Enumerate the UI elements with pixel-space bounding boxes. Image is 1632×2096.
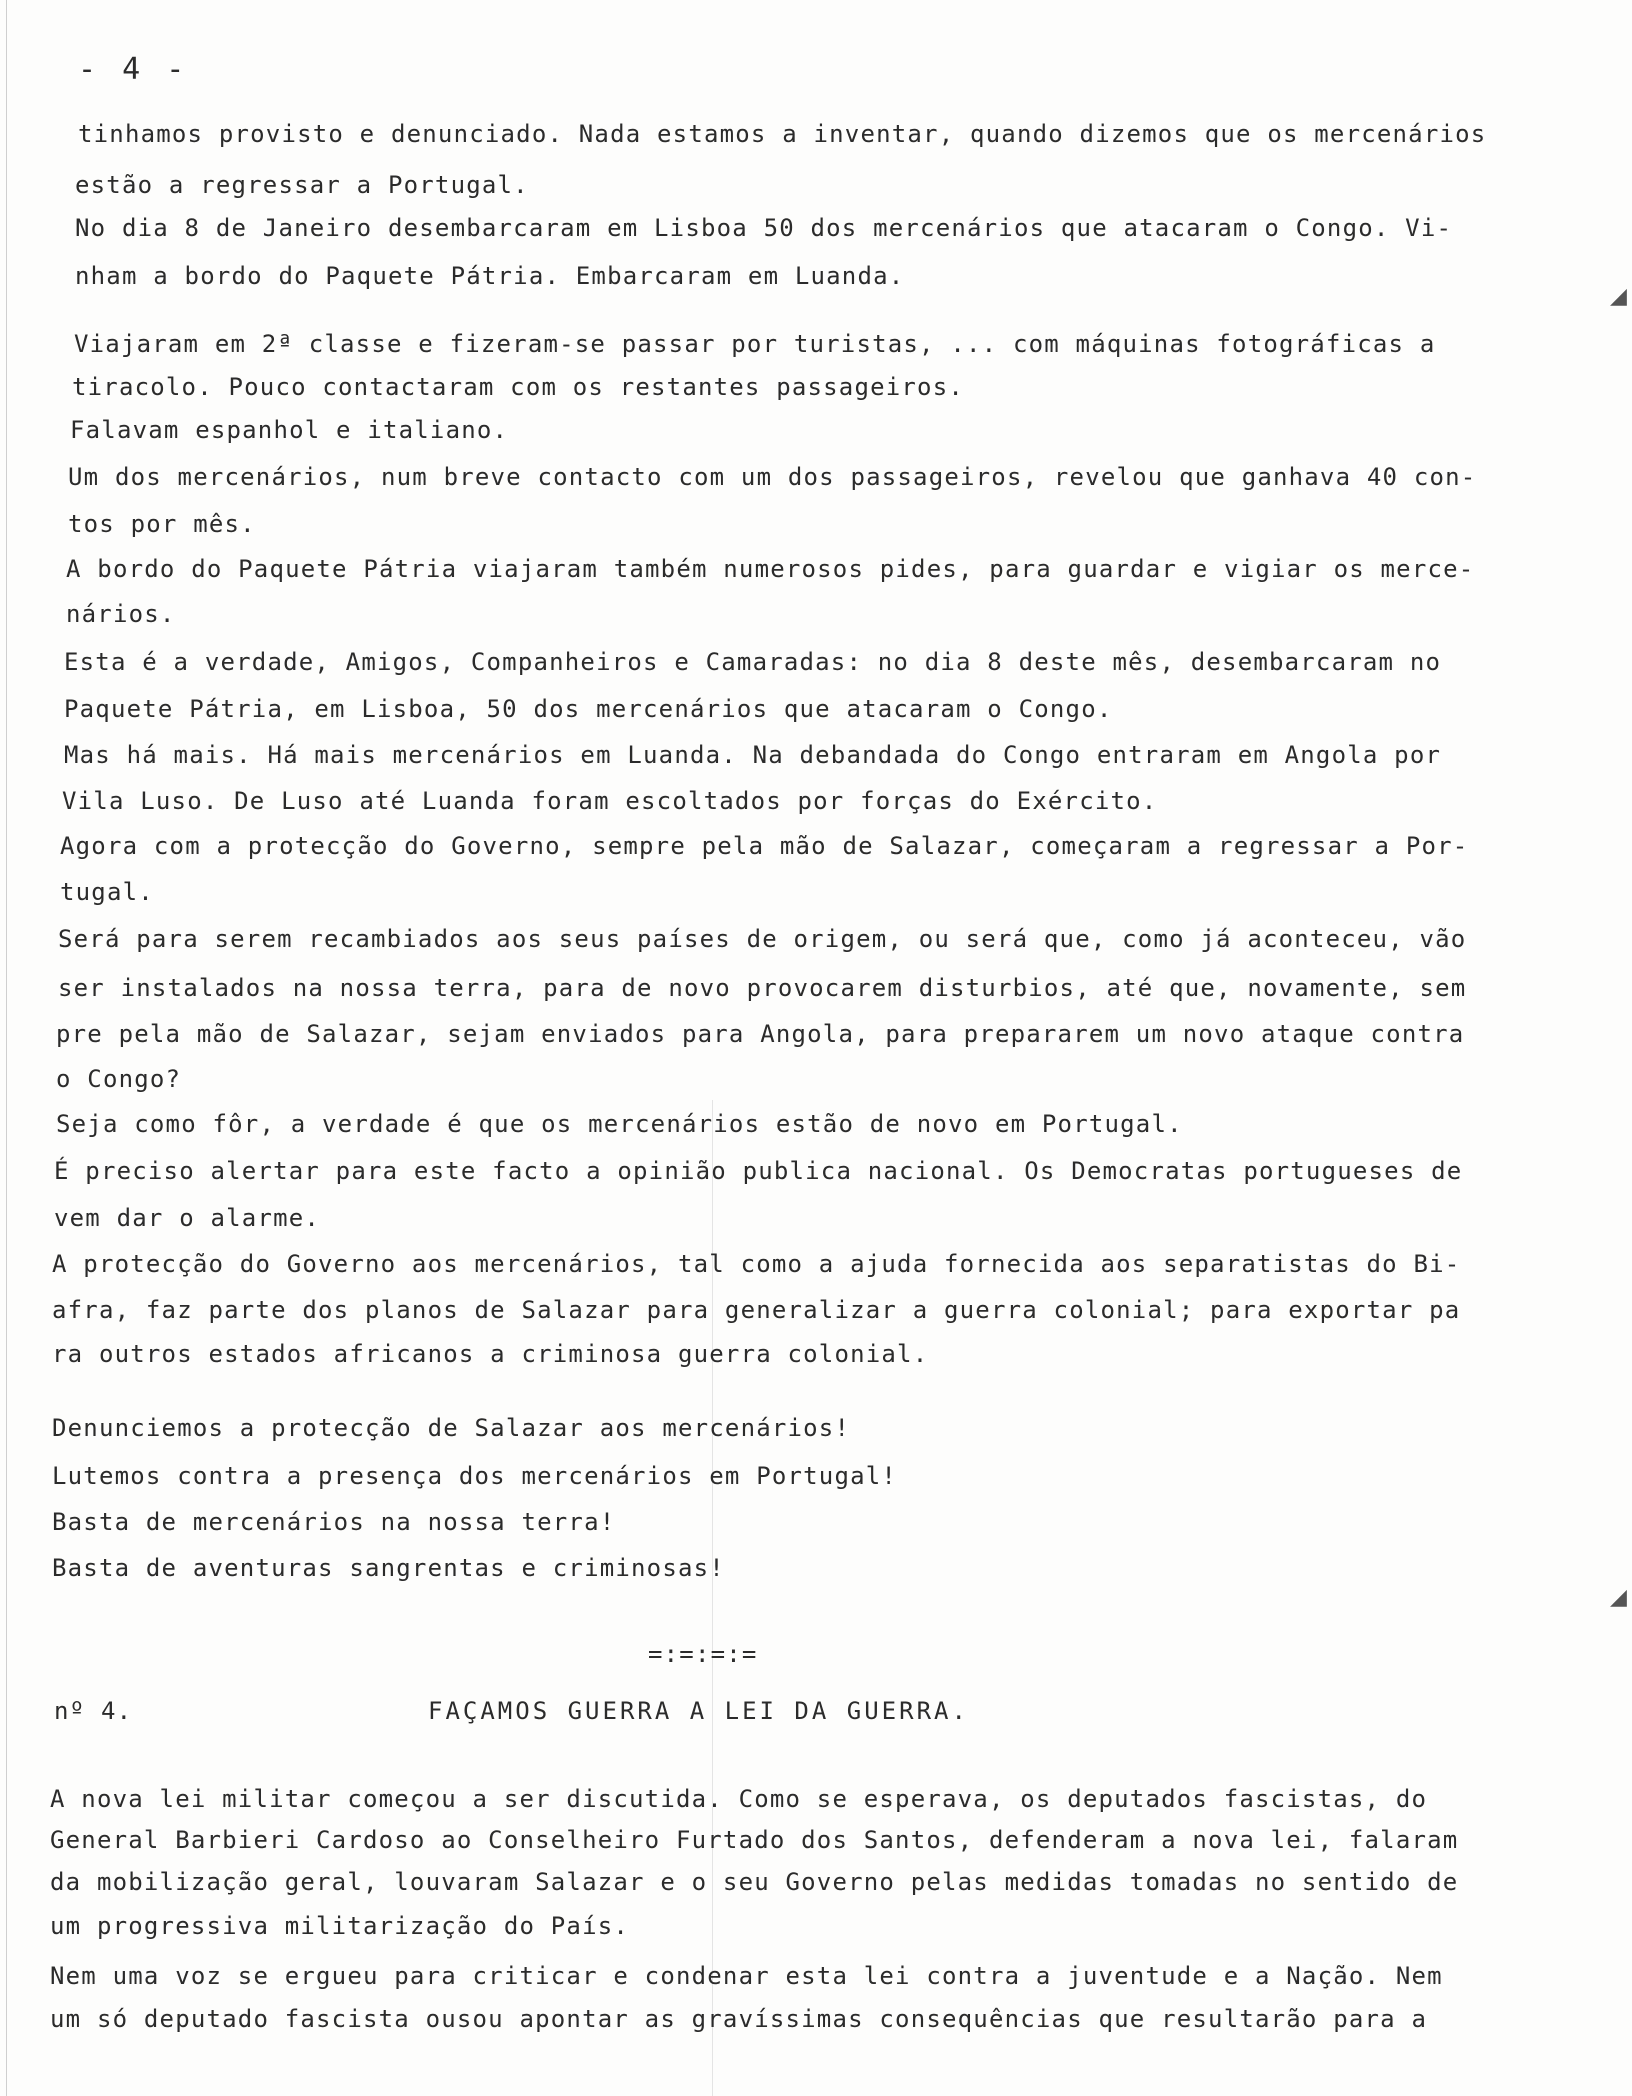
text-line: pre pela mão de Salazar, sejam enviados para Angola, para prepararem um novo ataque contra bbox=[56, 1020, 1465, 1048]
text-line: um progressiva militarização do País. bbox=[50, 1912, 630, 1940]
text-line: No dia 8 de Janeiro desembarcaram em Lisboa 50 dos mercenários que atacaram o Congo. Vi- bbox=[75, 214, 1453, 242]
text-line: vem dar o alarme. bbox=[54, 1204, 321, 1232]
section-title: FAÇAMOS GUERRA A LEI DA GUERRA. bbox=[428, 1697, 969, 1725]
text-line: Um dos mercenários, num breve contacto com um dos passageiros, revelou que ganhava 40 con- bbox=[68, 463, 1477, 491]
text-line: Viajaram em 2ª classe e fizeram-se passar por turistas, ... com máquinas fotográficas a bbox=[74, 330, 1436, 358]
text-line: tinhamos provisto e denunciado. Nada estamos a inventar, quando dizemos que os mercenários bbox=[78, 120, 1487, 148]
margin-punch-mark: ◢ bbox=[1610, 284, 1627, 309]
text-line: estão a regressar a Portugal. bbox=[75, 171, 529, 199]
section-separator: =:=:=:= bbox=[648, 1640, 758, 1668]
text-line: Será para serem recambiados aos seus países de origem, ou será que, como já aconteceu, vão bbox=[58, 925, 1467, 953]
text-line: A bordo do Paquete Pátria viajaram também numerosos pides, para guardar e vigiar os merce- bbox=[66, 555, 1475, 583]
text-line: A protecção do Governo aos mercenários, tal como a ajuda fornecida aos separatistas do Bi- bbox=[52, 1250, 1461, 1278]
text-line: tos por mês. bbox=[68, 510, 256, 538]
section-number: nº 4. bbox=[54, 1697, 133, 1725]
text-line: Vila Luso. De Luso até Luanda foram escoltados por forças do Exército. bbox=[62, 787, 1158, 815]
text-line: Falavam espanhol e italiano. bbox=[70, 416, 509, 444]
text-line: Paquete Pátria, em Lisboa, 50 dos mercenários que atacaram o Congo. bbox=[64, 695, 1113, 723]
text-line: Agora com a protecção do Governo, sempre pela mão de Salazar, começaram a regressar a Por- bbox=[60, 832, 1469, 860]
text-line: Lutemos contra a presença dos mercenários em Portugal! bbox=[52, 1462, 898, 1490]
text-line: Basta de mercenários na nossa terra! bbox=[52, 1508, 616, 1536]
margin-punch-mark: ◢ bbox=[1610, 1585, 1627, 1610]
text-line: afra, faz parte dos planos de Salazar para generalizar a guerra colonial; para exportar pa bbox=[52, 1296, 1461, 1324]
page-number: - 4 - bbox=[78, 52, 189, 87]
text-line: Nem uma voz se ergueu para criticar e condenar esta lei contra a juventude e a Nação. Nem bbox=[50, 1962, 1443, 1990]
text-line: A nova lei militar começou a ser discutida. Como se esperava, os deputados fascistas, do bbox=[50, 1785, 1428, 1813]
margin-rule bbox=[6, 0, 7, 2096]
text-line: ser instalados na nossa terra, para de novo provocarem disturbios, até que, novamente, sem bbox=[58, 974, 1467, 1002]
text-line: Mas há mais. Há mais mercenários em Luanda. Na debandada do Congo entraram em Angola por bbox=[64, 741, 1442, 769]
text-line: General Barbieri Cardoso ao Conselheiro Furtado dos Santos, defenderam a nova lei, falaram bbox=[50, 1826, 1459, 1854]
text-line: nham a bordo do Paquete Pátria. Embarcaram em Luanda. bbox=[75, 262, 905, 290]
text-line: o Congo? bbox=[56, 1065, 182, 1093]
text-line: tugal. bbox=[60, 878, 154, 906]
text-line: Basta de aventuras sangrentas e criminosas! bbox=[52, 1554, 725, 1582]
text-line: Seja como fôr, a verdade é que os mercenários estão de novo em Portugal. bbox=[56, 1110, 1183, 1138]
text-line: tiracolo. Pouco contactaram com os restantes passageiros. bbox=[72, 373, 965, 401]
text-line: Denunciemos a protecção de Salazar aos mercenários! bbox=[52, 1414, 851, 1442]
text-line: É preciso alertar para este facto a opinião publica nacional. Os Democratas portugueses de bbox=[54, 1157, 1463, 1185]
text-line: Esta é a verdade, Amigos, Companheiros e Camaradas: no dia 8 deste mês, desembarcaram no bbox=[64, 648, 1442, 676]
text-line: um só deputado fascista ousou apontar as gravíssimas consequências que resultarão para a bbox=[50, 2005, 1428, 2033]
text-line: ra outros estados africanos a criminosa guerra colonial. bbox=[52, 1340, 929, 1368]
text-line: da mobilização geral, louvaram Salazar e o seu Governo pelas medidas tomadas no sentido de bbox=[50, 1868, 1459, 1896]
text-line: nários. bbox=[66, 600, 176, 628]
